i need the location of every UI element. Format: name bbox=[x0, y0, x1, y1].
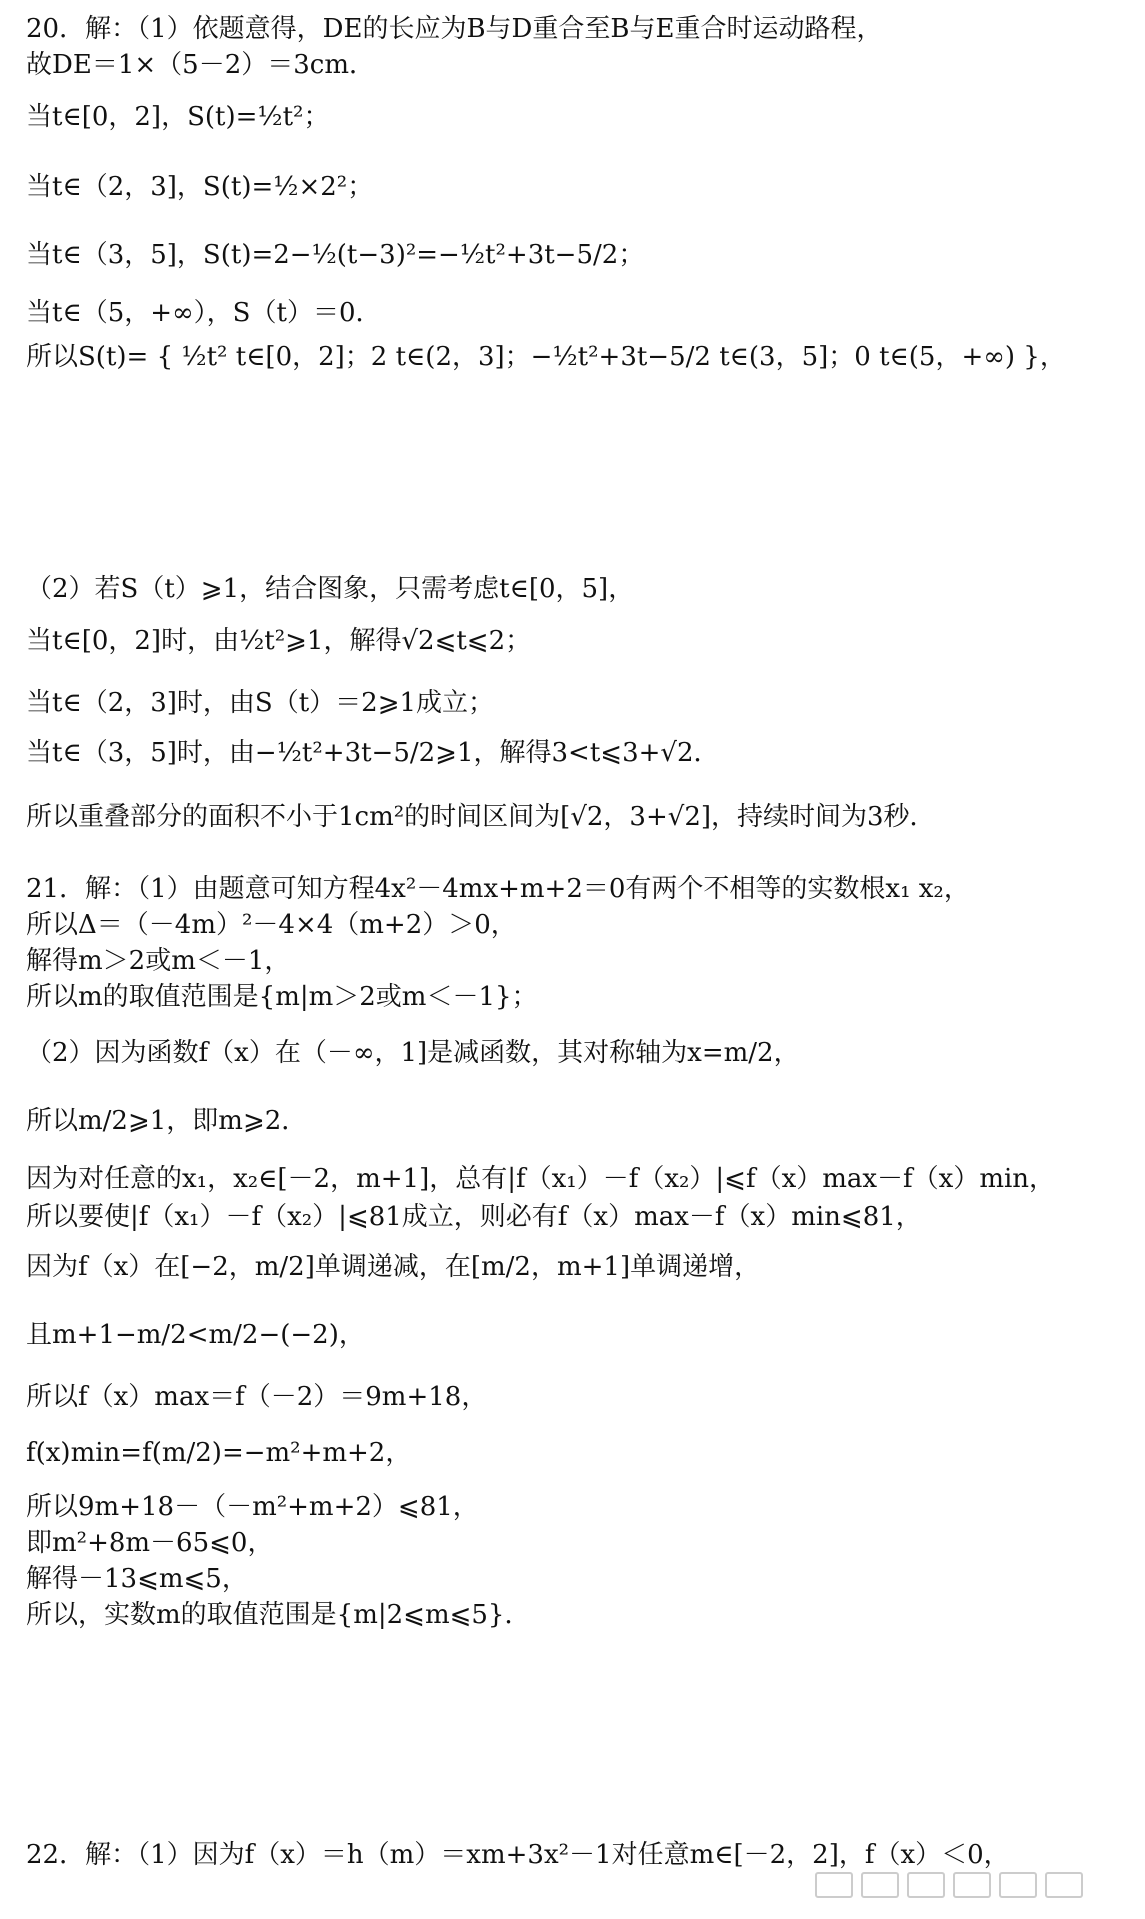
text-line: 所以S(t)= { ½t² t∈[0，2]；2 t∈(2，3]；−½t²+3t−5/2 t∈(3，5]；0 t∈(5，+∞) }， bbox=[26, 342, 1066, 372]
text-line: 当t∈[0，2]，S(t)=½t²； bbox=[26, 102, 330, 132]
text-line: 因为f（x）在[−2，m/2]单调递减，在[m/2，m+1]单调递增， bbox=[26, 1252, 761, 1282]
text-line: 22．解：（1）因为f（x）＝h（m）＝xm+3x²－1对任意m∈[－2，2]，f（x）＜0， bbox=[26, 1840, 1010, 1870]
text-line: 当t∈（5，+∞），S（t）＝0． bbox=[26, 298, 382, 328]
text-line: 当t∈（2，3]时，由S（t）＝2⩾1成立； bbox=[26, 688, 495, 718]
text-line: 解得－13⩽m⩽5， bbox=[26, 1564, 248, 1594]
text-line: （2）因为函数f（x）在（－∞，1]是减函数，其对称轴为x=m/2， bbox=[26, 1038, 800, 1068]
text-line: 因为对任意的x₁，x₂∈[－2，m+1]，总有|f（x₁）－f（x₂）|⩽f（x）max－f（x）min， bbox=[26, 1164, 1056, 1194]
text-line: 所以Δ＝（－4m）²－4×4（m+2）＞0， bbox=[26, 910, 517, 940]
text-line: 所以重叠部分的面积不小于1cm²的时间区间为[√2，3+√2]，持续时间为3秒． bbox=[26, 802, 936, 832]
text-line: 所以，实数m的取值范围是{m|2⩽m⩽5}． bbox=[26, 1600, 531, 1630]
text-line: 解得m＞2或m＜－1， bbox=[26, 946, 291, 976]
text-line: 所以m的取值范围是{m|m＞2或m＜－1}； bbox=[26, 982, 538, 1012]
text-line: 所以要使|f（x₁）－f（x₂）|⩽81成立，则必有f（x）max－f（x）min⩽81， bbox=[26, 1202, 922, 1232]
placeholder-lines bbox=[815, 1872, 1115, 1894]
text-line: 当t∈（3，5]时，由−½t²+3t−5/2⩾1，解得3<t⩽3+√2． bbox=[26, 738, 720, 768]
text-line: 所以m/2⩾1，即m⩾2． bbox=[26, 1106, 308, 1136]
text-line: 所以f（x）max＝f（－2）＝9m+18， bbox=[26, 1382, 488, 1412]
text-line: （2）若S（t）⩾1，结合图象，只需考虑t∈[0，5]， bbox=[26, 574, 635, 604]
text-line: 当t∈[0，2]时，由½t²⩾1，解得√2⩽t⩽2； bbox=[26, 626, 532, 656]
text-line: f(x)min=f(m/2)=−m²+m+2， bbox=[26, 1438, 412, 1468]
text-line: 20．解：（1）依题意得，DE的长应为B与D重合至B与E重合时运动路程， bbox=[26, 14, 883, 44]
text-line: 当t∈（3，5]，S(t)=2−½(t−3)²=−½t²+3t−5/2； bbox=[26, 240, 645, 270]
text-line: 21．解：（1）由题意可知方程4x²－4mx+m+2＝0有两个不相等的实数根x₁ x₂， bbox=[26, 874, 970, 904]
text-line: 所以9m+18－（－m²+m+2）⩽81， bbox=[26, 1492, 479, 1522]
text-line: 故DE＝1×（5－2）＝3cm． bbox=[26, 50, 375, 80]
text-line: 且m+1−m/2<m/2−(−2)， bbox=[26, 1320, 365, 1350]
text-line: 当t∈（2，3]，S(t)=½×2²； bbox=[26, 172, 374, 202]
text-line: 即m²+8m－65⩽0， bbox=[26, 1528, 274, 1558]
